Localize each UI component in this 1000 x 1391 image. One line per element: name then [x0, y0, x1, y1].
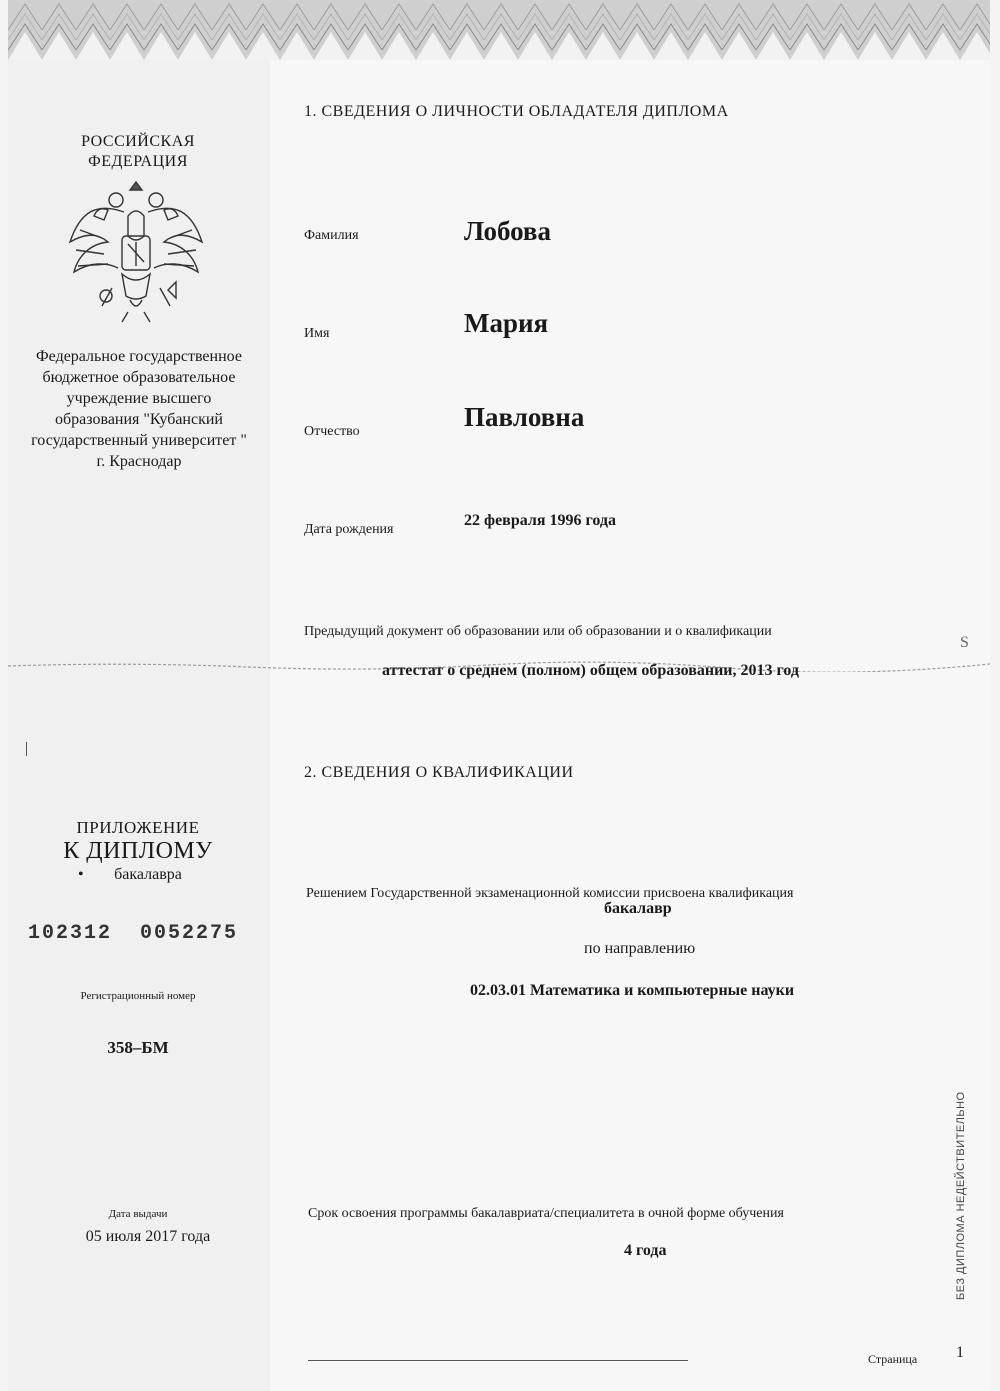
duration-label: Срок освоения программы бакалавриата/специалитета в очной форме обучения — [308, 1206, 784, 1221]
validity-watermark: БЕЗ ДИПЛОМА НЕДЕЙСТВИТЕЛЬНО — [955, 1091, 967, 1300]
serial-number: 102312 0052275 — [28, 922, 239, 945]
registration-label: Регистрационный номер — [80, 990, 196, 1002]
dob-label: Дата рождения — [304, 522, 394, 537]
section1-heading: 1. СВЕДЕНИЯ О ЛИЧНОСТИ ОБЛАДАТЕЛЯ ДИПЛОМА — [304, 103, 729, 120]
patronymic-label: Отчество — [304, 424, 360, 439]
country-name: РОССИЙСКАЯ ФЕДЕРАЦИЯ — [81, 133, 195, 170]
surname-label: Фамилия — [304, 228, 359, 243]
duration-value: 4 года — [624, 1242, 667, 1259]
previous-document-label: Предыдущий документ об образовании или об образовании и о квалификации — [304, 624, 772, 639]
name-label: Имя — [304, 326, 330, 341]
direction-label: по направлению — [584, 940, 696, 957]
issue-date-label: Дата выдачи — [108, 1208, 168, 1220]
degree-level: бакалавра — [114, 866, 182, 883]
appendix-subtitle: К ДИПЛОМУ — [63, 838, 213, 864]
margin-tick — [26, 742, 27, 756]
direction-value: 02.03.01 Математика и компьютерные науки — [470, 982, 795, 999]
dob-value: 22 февраля 1996 года — [464, 512, 616, 529]
appendix-title: ПРИЛОЖЕНИЕ — [76, 818, 200, 837]
ink-mark-icon: • — [78, 866, 84, 883]
institution-name: Федеральное государственное бюджетное образовательное учреждение высшего образования "Кубанский государственный университет " г. Краснодар — [31, 348, 247, 470]
page-number: 1 — [956, 1344, 964, 1361]
surname-value: Лобова — [464, 216, 551, 246]
coat-of-arms-icon — [56, 172, 216, 332]
qualification-value: бакалавр — [604, 900, 672, 917]
qualification-decision-label: Решением Государственной экзаменационной комиссии присвоена квалификация — [306, 886, 794, 901]
signature-line — [308, 1360, 688, 1361]
previous-document-value: аттестат о среднем (полном) общем образовании, 2013 год — [382, 662, 799, 679]
registration-number: 358–БМ — [107, 1038, 169, 1057]
section2-heading: 2. СВЕДЕНИЯ О КВАЛИФИКАЦИИ — [304, 764, 574, 781]
decorative-guilloche-border — [8, 0, 990, 62]
diploma-supplement-page — [8, 0, 990, 1391]
name-value: Мария — [464, 308, 549, 338]
margin-mark: S — [960, 634, 969, 651]
patronymic-value: Павловна — [464, 402, 585, 432]
issue-date: 05 июля 2017 года — [85, 1228, 211, 1245]
page-label: Страница — [868, 1352, 918, 1366]
